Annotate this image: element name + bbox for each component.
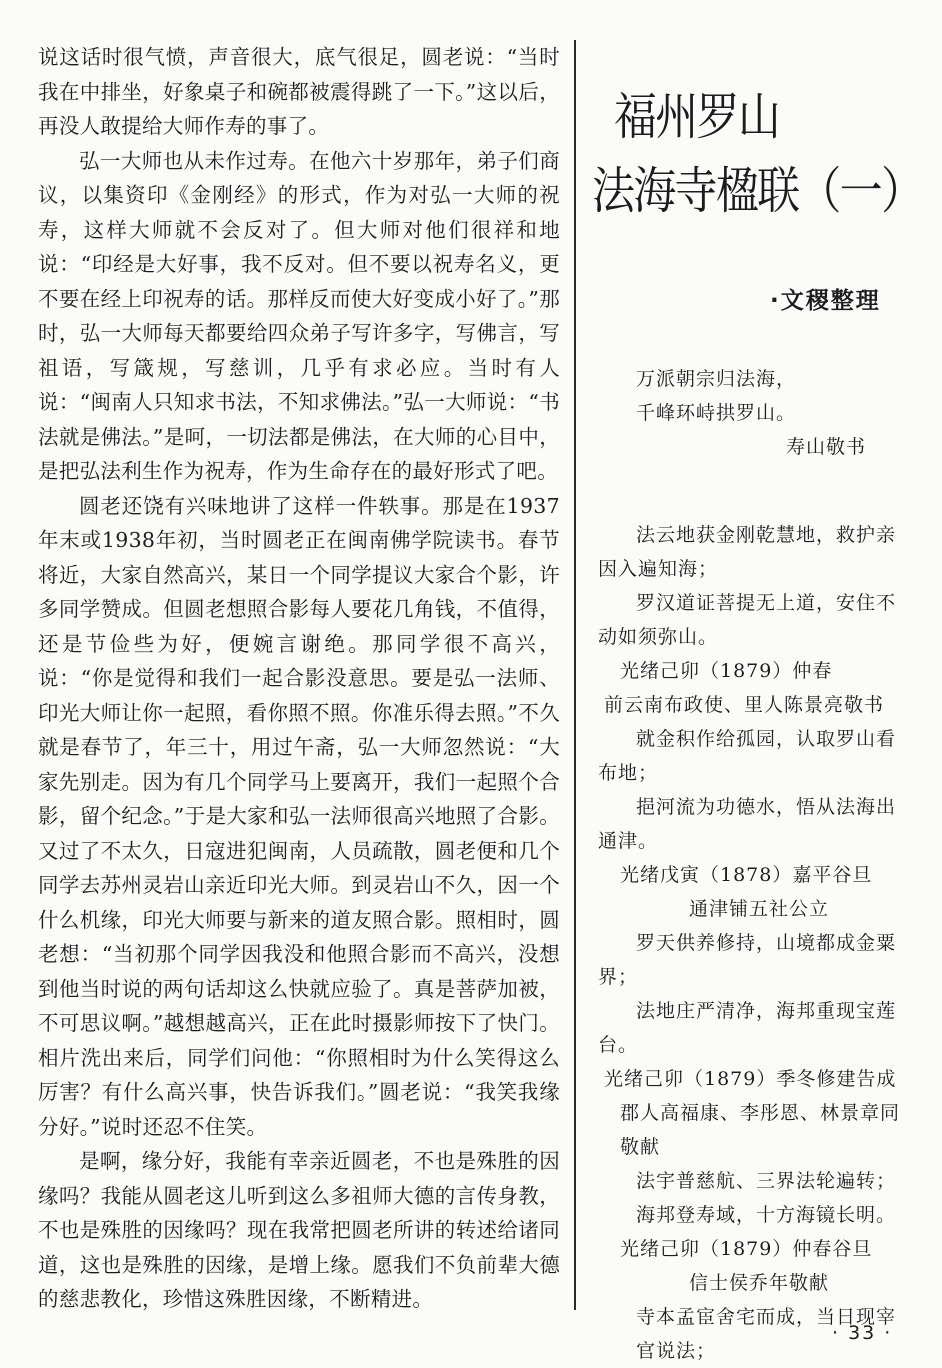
paragraph: 是啊，缘分好，我能有幸亲近圆老，不也是殊胜的因缘吗？我能从圆老这儿听到这么多祖师大德的言传身教，不也是殊胜的因缘吗？现在我常把圆老所讲的转述给诸同道，这也是殊胜的因缘，是增上缘。愿我们不负前辈大德的慈悲教化，珍惜这殊胜因缘，不断精进。 bbox=[38, 1149, 560, 1311]
couplet-attribution: 敬献 bbox=[620, 1136, 661, 1158]
couplet-line: 动如须弥山。 bbox=[598, 626, 719, 648]
author-byline: ·文稷整理 bbox=[770, 288, 881, 314]
couplet-block bbox=[598, 518, 920, 722]
couplet-attribution: 光绪戊寅（1878）嘉平谷旦 bbox=[620, 864, 873, 886]
couplets-column bbox=[598, 362, 920, 1368]
couplet-attribution: 光绪己卯（1879）仲春 bbox=[620, 660, 833, 682]
couplet-line: 法云地获金刚乾慧地，救护亲 bbox=[636, 524, 897, 546]
couplet-attribution: 信士侯乔年敬献 bbox=[688, 1272, 829, 1294]
couplet-attribution: 光绪己卯（1879）季冬修建告成 bbox=[604, 1068, 897, 1090]
couplet-line: 通津。 bbox=[598, 830, 659, 852]
couplet-line: 挹河流为功德水，悟从法海出 bbox=[636, 796, 897, 818]
couplet-attribution: 通津铺五社公立 bbox=[688, 898, 829, 920]
couplet-line: 界； bbox=[598, 966, 639, 988]
couplet-line: 台。 bbox=[598, 1034, 639, 1056]
paragraph: 圆老还饶有兴味地讲了这样一件轶事。那是在1937年末或1938年初，当时圆老正在闽南佛学院读书。春节将近，大家自然高兴，某日一个同学提议大家合个影，许多同学赞成。但圆老想照合影每人要花几角钱，不值得，还是节俭些为好，便婉言谢绝。那同学很不高兴，说：“你是觉得和我们一起合影没意思。要是弘一法师、印光大师让你一起照，看你照不照。你准乐得去照。”不久就是春节了，年三十，用过午斋，弘一大师忽然说：“大家先别走。因为有几个同学马上要离开，我们一起照个合影，留个纪念。”于是大家和弘一法师很高兴地照了合影。又过了不太久，日寇进犯闽南，人员疏散，圆老便和几个同学去苏州灵岩山亲近印光大师。到灵岩山不久，因一个什么机缘，印光大师要与新来的道友照合影。照相时，圆老想：“当初那个同学因我没和他照合影而不高兴，没想到他当时说的两句话却这么快就应验了。真是菩萨加被，不可思议啊。”越想越高兴，正在此时摄影师按下了快门。相片洗出来后，同学们问他：“你照相时为什么笑得这么厉害？有什么高兴事，快告诉我们。”圆老说：“我笑我缘分好。”说时还忍不住笑。 bbox=[38, 493, 560, 1139]
couplet-line: 罗天供养修持，山境都成金粟 bbox=[636, 932, 897, 954]
couplet-attribution: 郡人高福康、李彤恩、林景章同 bbox=[620, 1102, 901, 1124]
couplet-attribution: 寿山敬书 bbox=[785, 436, 866, 458]
couplet-line: 万派朝宗归法海， bbox=[636, 368, 797, 390]
paragraph: 弘一大师也从未作过寿。在他六十岁那年，弟子们商议，以集资印《金刚经》的形式，作为对弘一大师的祝寿，这样大师就不会反对了。但大师对他们很祥和地说：“印经是大好事，我不反对。但不要以祝寿名义，更不要在经上印祝寿的话。那样反而使大好变成小好了。”那时，弘一大师每天都要给四众弟子写许多字，写佛言，写祖语，写箴规，写慈训，几乎有求必应。当时有人说：“闽南人只知求书法，不知求佛法。”弘一大师说：“书法就是佛法。”是呵，一切法都是佛法，在大师的心目中，是把弘法利生作为祝寿，作为生命存在的最好形式了吧。 bbox=[38, 148, 560, 483]
column-divider bbox=[574, 40, 576, 1310]
couplet-block bbox=[598, 1164, 920, 1300]
couplet-block bbox=[598, 722, 920, 926]
couplet-attribution: 光绪己卯（1879）仲春谷旦 bbox=[620, 1238, 873, 1260]
couplet-attribution: 前云南布政使、里人陈景亮敬书 bbox=[604, 694, 885, 716]
page-number: · 33 · bbox=[832, 1322, 893, 1344]
couplet-line: 海邦登寿域，十方海镜长明。 bbox=[636, 1204, 897, 1226]
couplet-line: 罗汉道证菩提无上道，安住不 bbox=[636, 592, 897, 614]
couplet-line: 法地庄严清净，海邦重现宝莲 bbox=[636, 1000, 897, 1022]
couplet-line: 因入遍知海； bbox=[598, 558, 719, 580]
couplet-line: 就金积作给孤园，认取罗山看 bbox=[636, 728, 897, 750]
title-line-2: 法海寺楹联（一） bbox=[592, 162, 923, 220]
left-article-column bbox=[38, 40, 560, 1317]
title-line-1: 福州罗山 bbox=[614, 88, 780, 146]
couplet-line: 法宇普慈航、三界法轮遍转； bbox=[636, 1170, 897, 1192]
couplet-line: 官说法； bbox=[636, 1340, 717, 1362]
couplet-line: 千峰环峙拱罗山。 bbox=[636, 402, 797, 424]
paragraph: 说这话时很气愤，声音很大，底气很足，圆老说：“当时我在中排坐，好象桌子和碗都被震得跳了一下。”这以后，再没人敢提给大师作寿的事了。 bbox=[38, 45, 560, 138]
couplet-line: 布地； bbox=[598, 762, 659, 784]
couplet-block bbox=[598, 926, 920, 1164]
couplet-line: 寺本孟宦舍宅而成，当日现宰 bbox=[636, 1306, 897, 1328]
couplet-block bbox=[598, 362, 920, 464]
article-title bbox=[592, 80, 922, 228]
